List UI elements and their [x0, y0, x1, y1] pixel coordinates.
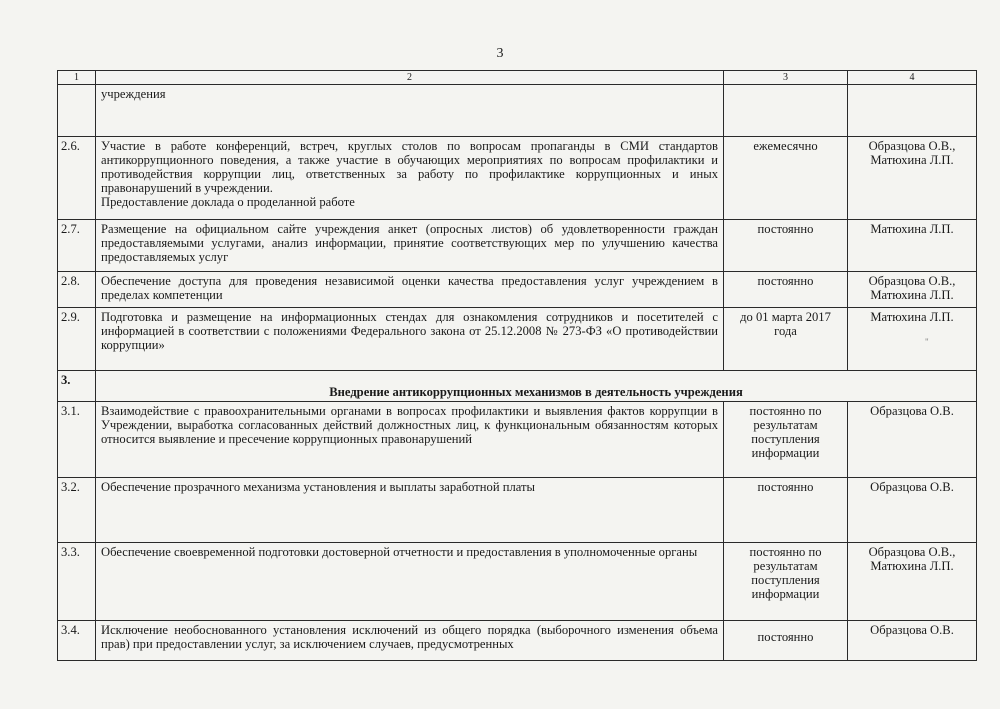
row-number: 3.3. — [58, 543, 96, 621]
row-description: Обеспечение прозрачного механизма установления и выплаты заработной платы — [96, 478, 724, 543]
row-responsible: Образцова О.В., Матюхина Л.П. — [848, 543, 977, 621]
table-row — [58, 85, 977, 137]
table-row — [58, 137, 977, 220]
row-term: до 01 марта 2017 года — [724, 308, 848, 371]
row-term: постоянно — [724, 478, 848, 543]
table-row — [58, 621, 977, 661]
row-number — [58, 85, 96, 137]
row-term: постоянно — [724, 220, 848, 272]
row-responsible: Образцова О.В. — [848, 402, 977, 478]
row-description: Взаимодействие с правоохранительными органами в вопросах профилактики и выявления фактов коррупции в Учреждении, выработка согласованных действий должностных лиц, к функциональным обязанностям которых относится выявление и пресечение коррупционных правонарушений — [96, 402, 724, 478]
table-header-row — [58, 71, 977, 85]
row-description: Обеспечение доступа для проведения независимой оценки качества предоставления услуг учреждением в пределах компетенции — [96, 272, 724, 308]
row-number: 3.4. — [58, 621, 96, 661]
activity-plan-table — [57, 70, 977, 661]
row-term: постоянно — [724, 272, 848, 308]
row-term: постоянно по результатам поступления информации — [724, 402, 848, 478]
row-description: Подготовка и размещение на информационных стендах для ознакомления сотрудников и посетителей с информацией в соответствии с положениями Федерального закона от 25.12.2008 № 273-ФЗ «О противодействии коррупции» — [96, 308, 724, 371]
table-row — [58, 402, 977, 478]
row-description: Обеспечение своевременной подготовки достоверной отчетности и предоставления в уполномоченные органы — [96, 543, 724, 621]
row-responsible: Матюхина Л.П. — [848, 308, 977, 371]
row-term: постоянно по результатам поступления информации — [724, 543, 848, 621]
header-col-3: 3 — [724, 71, 848, 85]
row-responsible: Матюхина Л.П. — [848, 220, 977, 272]
section-row — [58, 371, 977, 402]
row-number: 2.9. — [58, 308, 96, 371]
table-row — [58, 543, 977, 621]
row-term — [724, 85, 848, 137]
row-number: 2.6. — [58, 137, 96, 220]
row-responsible: Образцова О.В., Матюхина Л.П. — [848, 137, 977, 220]
row-number: 2.8. — [58, 272, 96, 308]
row-description: Участие в работе конференций, встреч, круглых столов по вопросам пропаганды в СМИ стандартов антикоррупционного поведения, а также участие в обучающих мероприятиях по вопросам профилактики и противодействия коррупции лиц, ответственных за работу по профилактике коррупционных и иных правонарушений в учреждении. Предоставление доклада о проделанной работе — [96, 137, 724, 220]
row-description: Размещение на официальном сайте учреждения анкет (опросных листов) об удовлетворенности граждан предоставляемыми услугами, анализ информации, принятие соответствующих мер по улучшению качества предоставляемых услуг — [96, 220, 724, 272]
row-responsible: Образцова О.В. — [848, 621, 977, 661]
header-col-2: 2 — [96, 71, 724, 85]
page-number: 3 — [496, 46, 504, 61]
section-number: 3. — [58, 371, 96, 402]
row-number: 3.2. — [58, 478, 96, 543]
row-responsible — [848, 85, 977, 137]
header-col-1: 1 — [58, 71, 96, 85]
row-term: ежемесячно — [724, 137, 848, 220]
row-responsible: Образцова О.В. — [848, 478, 977, 543]
row-responsible: Образцова О.В., Матюхина Л.П. — [848, 272, 977, 308]
table-row — [58, 272, 977, 308]
header-col-4: 4 — [848, 71, 977, 85]
stray-mark: " — [925, 337, 929, 347]
section-title: Внедрение антикоррупционных механизмов в деятельность учреждения — [96, 371, 977, 402]
row-term: постоянно — [724, 621, 848, 661]
table-row — [58, 220, 977, 272]
table-row — [58, 478, 977, 543]
row-number: 2.7. — [58, 220, 96, 272]
row-number: 3.1. — [58, 402, 96, 478]
table-row — [58, 308, 977, 371]
row-description: учреждения — [96, 85, 724, 137]
row-description: Исключение необоснованного установления исключений из общего порядка (выборочного изменения объема прав) при предоставлении услуг, за исключением случаев, предусмотренных — [96, 621, 724, 661]
